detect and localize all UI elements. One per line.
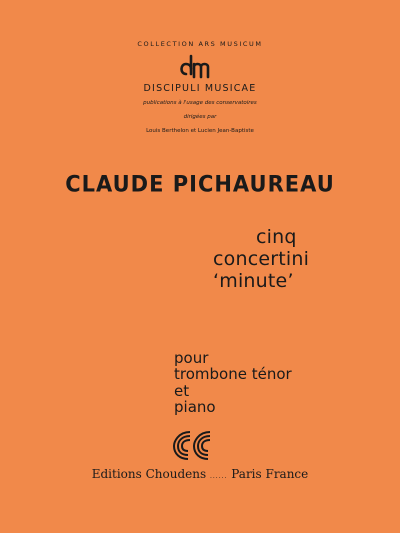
publisher-name: Editions Choudens [91,467,207,481]
instrumentation-line-1: pour [174,349,209,367]
collection-name: COLLECTION ARS MUSICUM [137,40,263,48]
publisher-line [0,467,400,481]
title-line-1: cinq [256,226,297,248]
publisher-city: Paris France [231,467,309,481]
instrumentation-line-4: piano [174,398,216,416]
instrumentation-line-2: trombone ténor [174,365,292,383]
instrumentation-line-3: et [174,382,190,400]
choudens-logo-icon [170,426,216,464]
dm-monogram-icon [178,52,222,84]
directors-names: Louis Berthelon et Lucien Jean-Baptiste [146,128,254,134]
publisher-separator: ...... [209,473,228,480]
publication-note: publications à l'usage des conservatoires [143,100,257,106]
title-line-2: concertini [213,248,310,270]
title-line-3: ‘minute’ [213,270,294,292]
directed-by-label: dirigées par [183,114,217,120]
composer-name: CLAUDE PICHAUREAU [65,171,335,197]
series-title: DISCIPULI MUSICAE [143,83,257,94]
